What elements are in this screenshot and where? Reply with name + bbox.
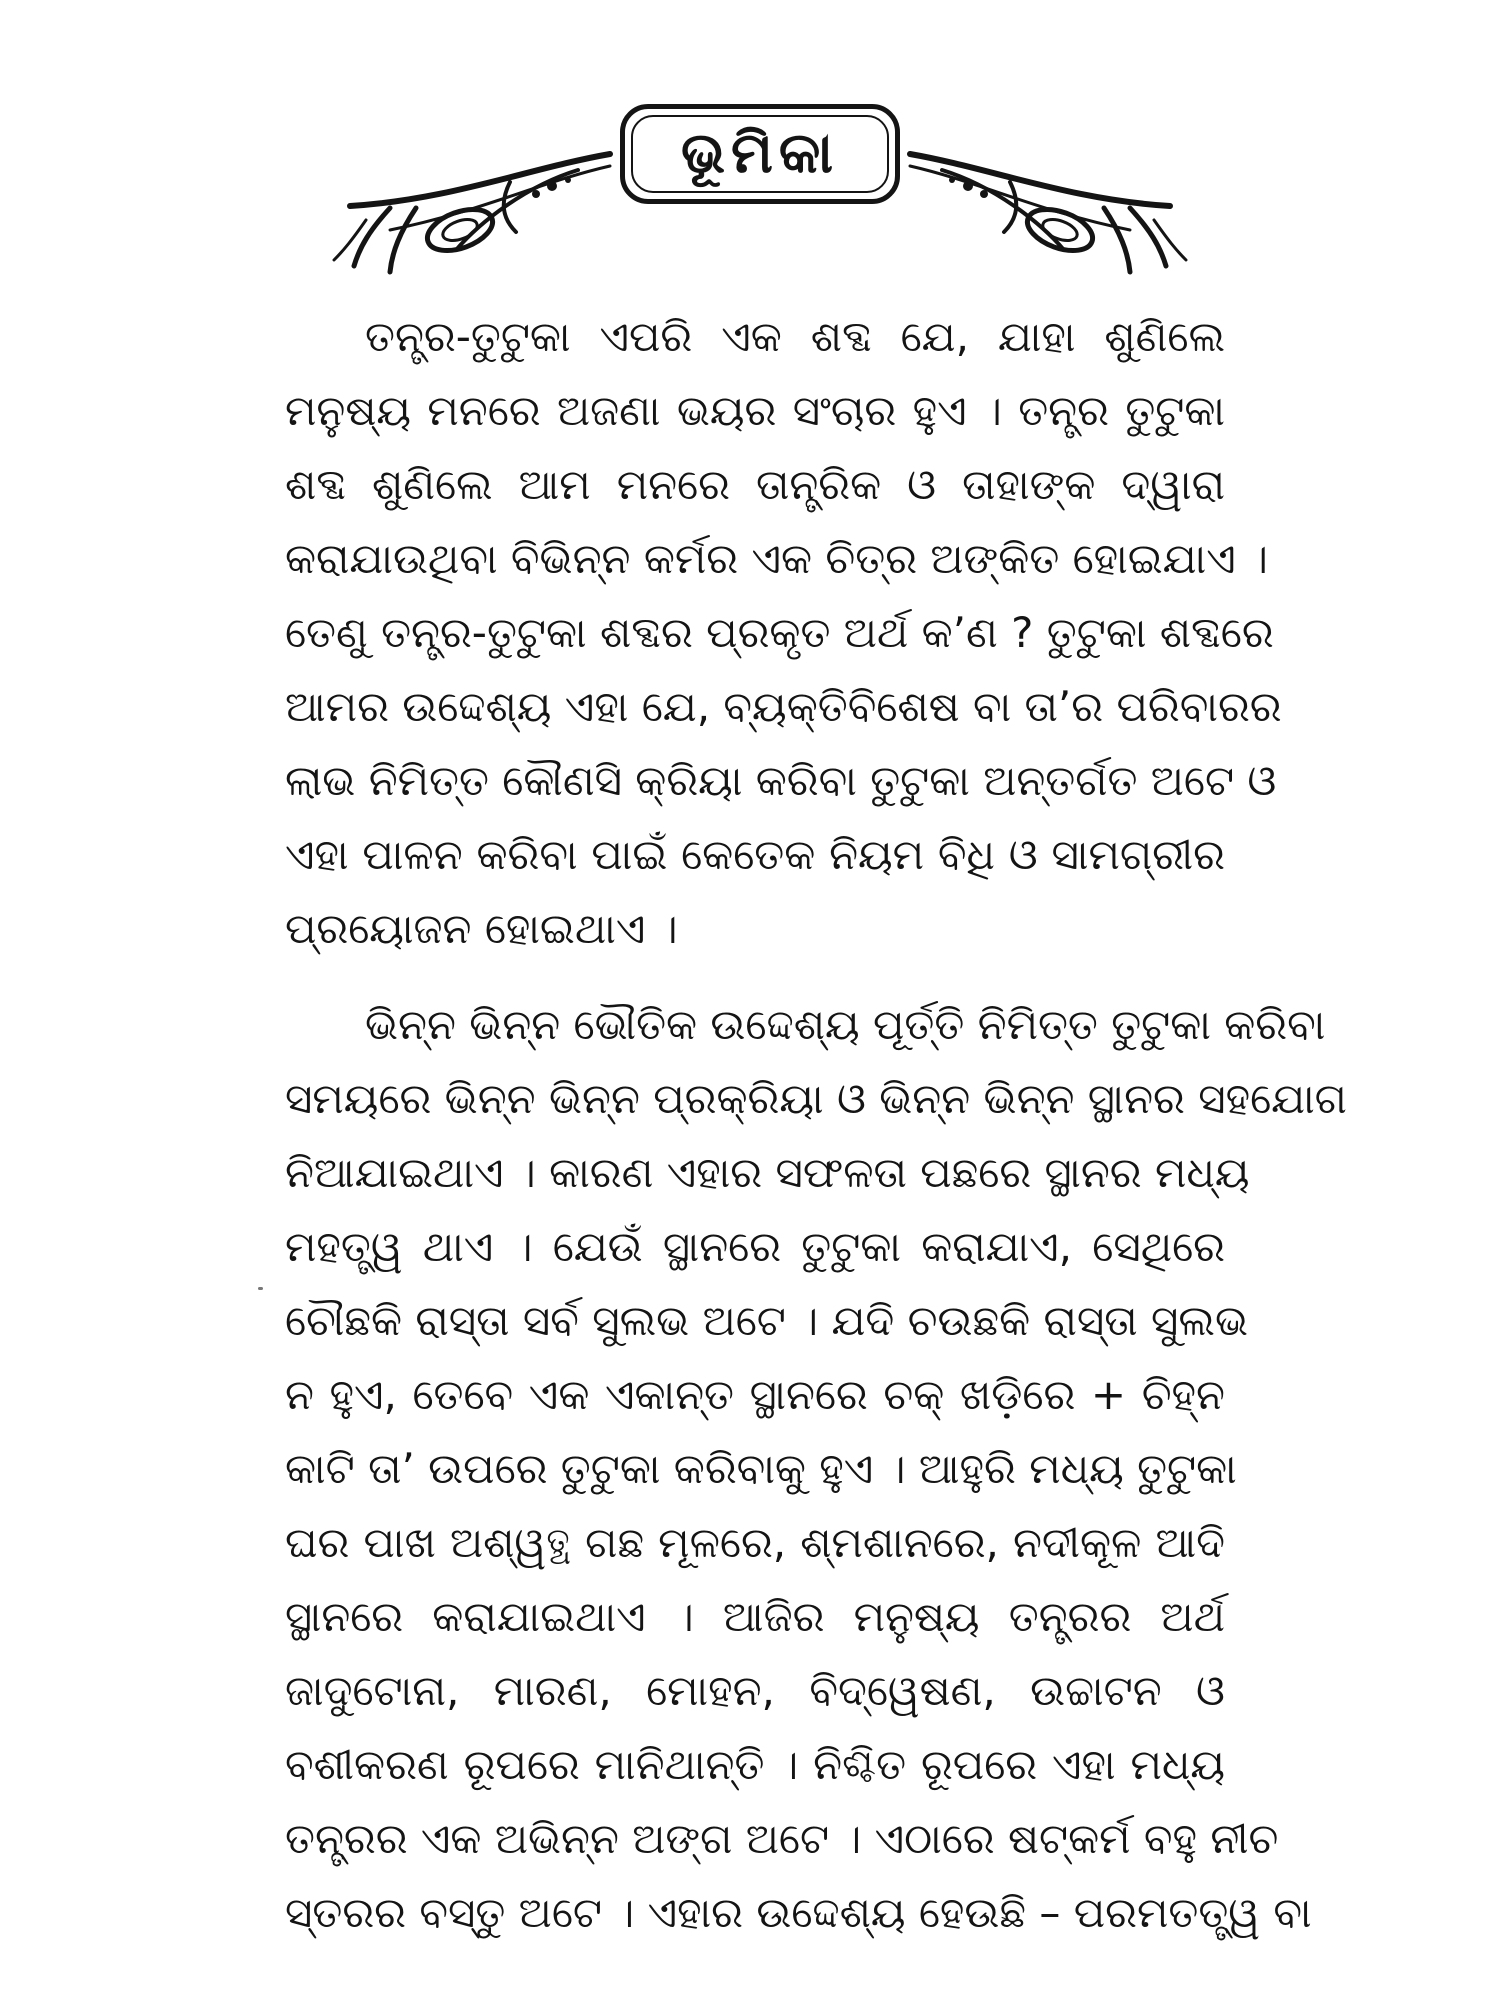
text-line: ନିଆଯାଇଥାଏ । କାରଣ ଏହାର ସଫଳତା ପଛରେ ସ୍ଥାନର ମଧ୍ୟ: [285, 1148, 1250, 1197]
text-line: ଚୌଛକି ରାସ୍ତା ସର୍ବ ସୁଲଭ ଅଟେ । ଯଦି ଚଉଛକି ରାସ୍ତା ସୁଲଭ: [285, 1296, 1249, 1345]
text-line: ତେଣୁ ତନ୍ତ୍ର-ତୁଟୁକା ଶବ୍ଦର ପ୍ରକୃତ ଅର୍ଥ କ’ଣ ? ତୁଟୁକା ଶବ୍ଦରେ: [285, 608, 1274, 657]
text-line: ତନ୍ତ୍ର-ତୁଟୁକା ଏପରି ଏକ ଶବ୍ଦ ଯେ, ଯାହା ଶୁଣିଲେ: [365, 312, 1225, 361]
text-line: ତନ୍ତ୍ରର ଏକ ଅଭିନ୍ନ ଅଙ୍ଗ ଅଟେ । ଏଠାରେ ଷଟ୍‌କର୍ମ ବହୁ ନୀଚ: [285, 1814, 1279, 1863]
paragraph-1: [285, 300, 1282, 966]
text-line: ଏହା ପାଳନ କରିବା ପାଇଁ କେତେକ ନିୟମ ବିଧି ଓ ସାମଗ୍ରୀର: [285, 830, 1225, 879]
text-line: କରାଯାଉଥିବା ବିଭିନ୍ନ କର୍ମର ଏକ ଚିତ୍ର ଅଙ୍କିତ ହୋଇଯାଏ ।: [285, 534, 1268, 583]
text-line: ସ୍ଥାନରେ କରାଯାଇଥାଏ । ଆଜିର ମନୁଷ୍ୟ ତନ୍ତ୍ରର ଅର୍ଥ: [285, 1592, 1225, 1641]
text-line: ବଶୀକରଣ ରୂପରେ ମାନିଥାନ୍ତି । ନିଶ୍ଚିତ ରୂପରେ ଏହା ମଧ୍ୟ: [285, 1740, 1225, 1789]
paragraph-2: [285, 988, 1347, 1950]
text-line: ସ୍ତରର ବସ୍ତୁ ଅଟେ । ଏହାର ଉଦ୍ଦେଶ୍ୟ ହେଉଛି – ପରମତତ୍ତ୍ୱ ବା: [285, 1888, 1312, 1937]
text-line: ଶବ୍ଦ ଶୁଣିଲେ ଆମ ମନରେ ତାନ୍ତ୍ରିକ ଓ ତାହାଙ୍କ ଦ୍ୱାରା: [285, 460, 1225, 509]
page-title: ଭୂମିକା: [680, 121, 840, 186]
main-text: [285, 300, 1347, 1972]
text-line: ସମୟରେ ଭିନ୍ନ ଭିନ୍ନ ପ୍ରକ୍ରିୟା ଓ ଭିନ୍ନ ଭିନ୍ନ ସ୍ଥାନର ସହଯୋଗ: [285, 1074, 1347, 1123]
title-frame: [620, 104, 900, 204]
text-line: ନ ହୁଏ, ତେବେ ଏକ ଏକାନ୍ତ ସ୍ଥାନରେ ଚକ୍ ଖଡ଼ିରେ + ଚିହ୍ନ: [285, 1370, 1225, 1419]
text-line: କାଟି ତା’ ଉପରେ ତୁଟୁକା କରିବାକୁ ହୁଏ । ଆହୁରି ମଧ୍ୟ ତୁଟୁକା: [285, 1444, 1237, 1493]
text-line: ଲାଭ ନିମିତ୍ତ କୌଣସି କ୍ରିୟା କରିବା ତୁଟୁକା ଅନ୍ତର୍ଗତ ଅଟେ ଓ: [285, 756, 1277, 805]
text-line: ପ୍ରୟୋଜନ ହୋଇଥାଏ ।: [285, 904, 678, 953]
text-line: ଘର ପାଖ ଅଶ୍ୱତ୍ଥ ଗଛ ମୂଳରେ, ଶ୍ମଶାନରେ, ନଦୀକୂଳ ଆଦି: [285, 1518, 1225, 1567]
scan-speck: [258, 1287, 263, 1290]
text-line: ଭିନ୍ନ ଭିନ୍ନ ଭୌତିକ ଉଦ୍ଦେଶ୍ୟ ପୂର୍ତ୍ତି ନିମିତ୍ତ ତୁଟୁକା କରିବା: [365, 1000, 1326, 1049]
chapter-heading: [330, 90, 1190, 280]
text-line: ମନୁଷ୍ୟ ମନରେ ଅଜଣା ଭୟର ସଂଚାର ହୁଏ । ତନ୍ତ୍ର ତୁଟୁକା: [285, 386, 1225, 435]
text-line: ଆମର ଉଦ୍ଦେଶ୍ୟ ଏହା ଯେ, ବ୍ୟକ୍ତିବିଶେଷ ବା ତା’ର ପରିବାରର: [285, 682, 1282, 731]
text-line: ଜାଦୁଟୋନା, ମାରଣ, ମୋହନ, ବିଦ୍ୱେଷଣ, ଉଚ୍ଚାଟନ ଓ: [285, 1666, 1225, 1715]
text-line: ମହତ୍ତ୍ୱ ଥାଏ । ଯେଉଁ ସ୍ଥାନରେ ତୁଟୁକା କରାଯାଏ, ସେଥିରେ: [285, 1222, 1225, 1271]
